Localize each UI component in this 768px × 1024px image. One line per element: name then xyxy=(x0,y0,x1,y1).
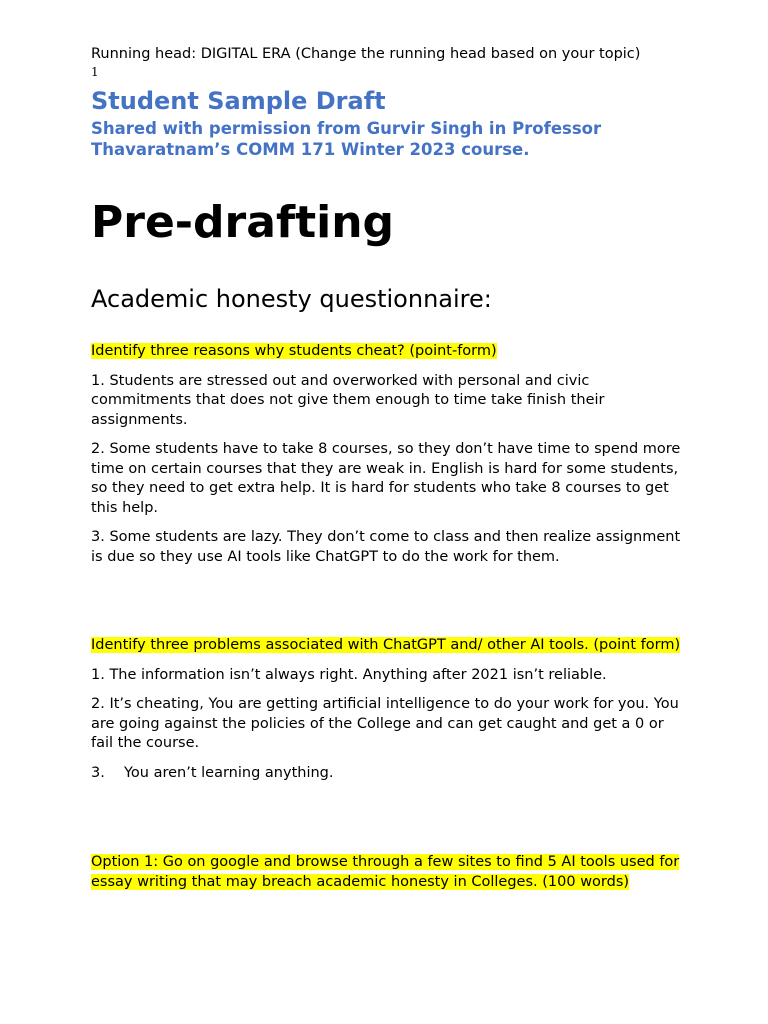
list-text: You aren’t learning anything. xyxy=(124,764,334,781)
question-2-answer-3 xyxy=(91,764,681,784)
question-2-prompt xyxy=(91,636,681,656)
highlight: Identify three reasons why students cheat? (point-form) xyxy=(91,343,497,359)
document-subtitle: Shared with permission from Gurvir Singh in Professor Thavaratnam’s COMM 171 Winter 2023 course. xyxy=(91,119,602,159)
page-number: 1 xyxy=(91,65,99,79)
question-2-answer-1: 1. The information isn’t always right. Anything after 2021 isn’t reliable. xyxy=(91,666,607,683)
highlight: Option 1: Go on google and browse through a few sites to find 5 AI tools used for essay writing that may breach academic honesty in Colleges. (100 words) xyxy=(91,854,680,890)
question-1-prompt xyxy=(91,342,681,362)
document-title: Student Sample Draft xyxy=(91,87,386,115)
question-1-answer-1: 1. Students are stressed out and overworked with personal and civic commitments that does not give them enough to time take finish their assignments. xyxy=(91,372,605,428)
heading-questionnaire: Academic honesty questionnaire: xyxy=(91,285,492,313)
document-page xyxy=(91,44,681,902)
question-1-answer-2: 2. Some students have to take 8 courses, so they don’t have time to spend more time on certain courses that they are weak in. English is hard for some students, so they need to get extra help. It is hard for students who take 8 courses to get this help. xyxy=(91,441,681,516)
heading-pre-drafting: Pre-drafting xyxy=(91,197,395,248)
option-1-prompt xyxy=(91,853,681,892)
question-1-answer-3: 3. Some students are lazy. They don’t come to class and then realize assignment is due so they use AI tools like ChatGPT to do the work for them. xyxy=(91,529,681,565)
list-number: 3. xyxy=(91,764,105,781)
highlight: Identify three problems associated with ChatGPT and/ other AI tools. (point form) xyxy=(91,637,681,653)
running-head: Running head: DIGITAL ERA (Change the running head based on your topic) xyxy=(91,46,641,62)
question-2-answer-2: 2. It’s cheating, You are getting artificial intelligence to do your work for you. You are going against the policies of the College and can get caught and get a 0 or fail the course. xyxy=(91,696,679,751)
